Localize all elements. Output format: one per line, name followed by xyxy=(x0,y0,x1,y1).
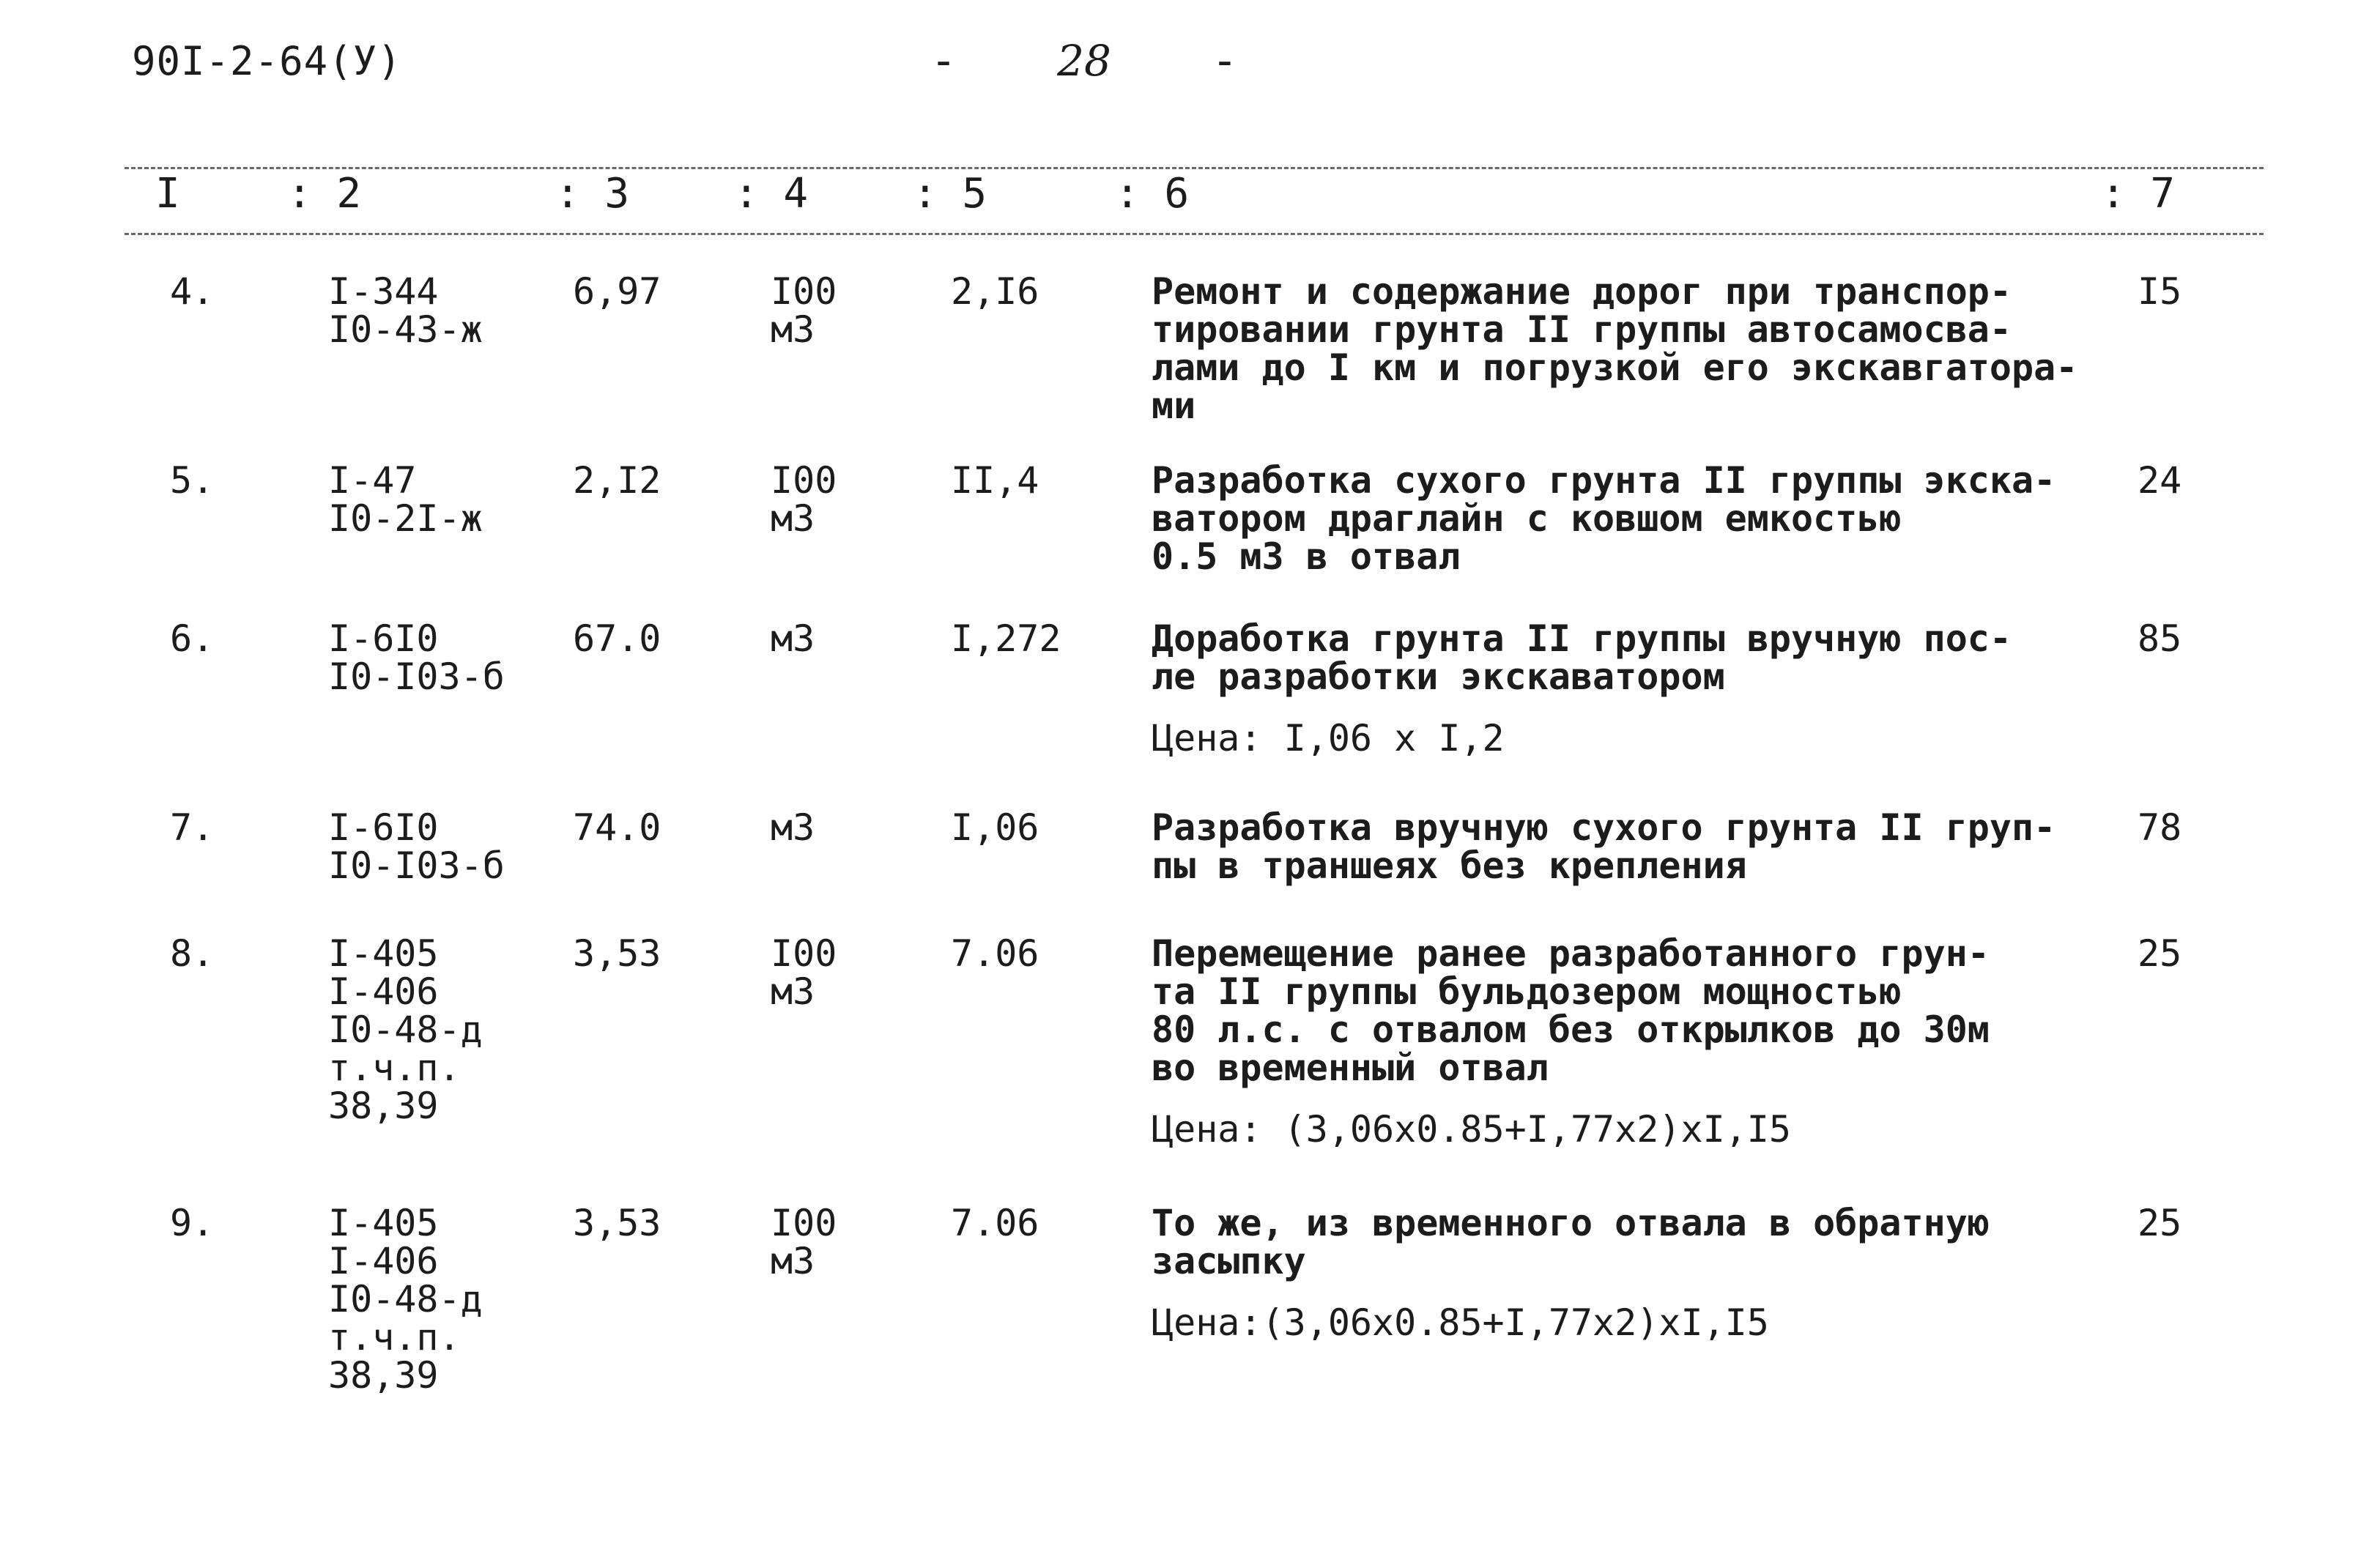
unit-line: I00 xyxy=(771,1202,837,1244)
unit-line: м3 xyxy=(771,617,815,660)
unit xyxy=(771,934,837,1011)
page-dash-right: - xyxy=(1211,35,1238,86)
unit-rate: 7.06 xyxy=(951,932,1039,975)
norm-code: I-405 xyxy=(328,1202,439,1244)
total-amount: 78 xyxy=(2138,806,2182,849)
norm-code: I-344 xyxy=(328,270,439,313)
unit-rate: 2,I6 xyxy=(951,270,1039,313)
norm-code: I-47 xyxy=(328,459,417,502)
work-description xyxy=(1152,461,2055,576)
row-number: 7. xyxy=(170,806,215,849)
description-line: 0.5 м3 в отвал xyxy=(1152,535,1461,578)
work-description xyxy=(1152,272,2077,425)
norm-code: 38,39 xyxy=(328,1354,439,1397)
row-number: 6. xyxy=(170,617,215,660)
norm-code: I0-48-д xyxy=(328,1008,483,1051)
column-header-5: : 5 xyxy=(913,170,987,218)
norm-codes xyxy=(328,617,505,698)
work-description xyxy=(1152,1204,1990,1342)
unit-line: I00 xyxy=(771,459,837,502)
description-line: 80 л.с. с отвалом без открылков до 30м xyxy=(1152,1008,1990,1051)
norm-code: 38,39 xyxy=(328,1085,439,1127)
price-formula: Цена:(3,06х0.85+I,77х2)хI,I5 xyxy=(1152,1301,1769,1344)
norm-code: I0-48-д xyxy=(328,1278,483,1320)
description-line: Ремонт и содержание дорог при транспор- xyxy=(1152,270,2012,313)
description-line: То же, из временного отвала в обратную xyxy=(1152,1202,1990,1244)
unit xyxy=(771,272,837,349)
quantity: 74.0 xyxy=(573,806,661,849)
unit-line: м3 xyxy=(771,1240,815,1282)
norm-codes xyxy=(328,272,483,349)
unit-line: м3 xyxy=(771,308,815,351)
description-line: ми xyxy=(1152,384,1196,427)
row-number: 8. xyxy=(170,932,215,975)
unit-line: I00 xyxy=(771,932,837,975)
total-amount: I5 xyxy=(2138,270,2182,313)
unit-rate: I,272 xyxy=(951,617,1061,660)
norm-code: I-6I0 xyxy=(328,806,439,849)
norm-code: I0-43-ж xyxy=(328,308,483,351)
page-number: 28 xyxy=(1057,36,1111,86)
description-line: ле разработки экскаватором xyxy=(1152,655,1725,698)
unit-rate: II,4 xyxy=(951,459,1039,502)
row-number: 5. xyxy=(170,459,215,502)
norm-code: I-406 xyxy=(328,1240,439,1282)
norm-code: I-405 xyxy=(328,932,439,975)
total-amount: 85 xyxy=(2138,617,2182,660)
column-header-7: : 7 xyxy=(2101,170,2176,218)
unit-rate: I,06 xyxy=(951,806,1039,849)
norm-codes xyxy=(328,806,505,887)
quantity: 67.0 xyxy=(573,617,661,660)
quantity: 2,I2 xyxy=(573,459,661,502)
unit xyxy=(771,461,837,538)
unit xyxy=(771,1204,837,1280)
unit-line: м3 xyxy=(771,497,815,540)
description-line: засыпку xyxy=(1152,1240,1306,1282)
description-line: тировании грунта II группы автосамосва- xyxy=(1152,308,2012,351)
quantity: 6,97 xyxy=(573,270,661,313)
row-number: 4. xyxy=(170,270,215,313)
description-line: ватором драглайн с ковшом емкостью xyxy=(1152,497,1902,540)
column-header-3: : 3 xyxy=(555,170,630,218)
unit-line: м3 xyxy=(771,806,815,849)
page-dash-left: - xyxy=(930,35,957,86)
column-header-2: : 2 xyxy=(287,170,362,218)
header-rule-top xyxy=(125,167,2264,169)
description-line: Разработка сухого грунта II группы экска- xyxy=(1152,459,2056,502)
doc-code: 90I-2-64(У) xyxy=(132,38,402,84)
description-line: во временный отвал xyxy=(1152,1047,1549,1089)
norm-code: I-406 xyxy=(328,970,439,1013)
norm-code: т.ч.п. xyxy=(328,1047,461,1089)
column-header-6: : 6 xyxy=(1115,170,1190,218)
description-line: Разработка вручную сухого грунта II груп- xyxy=(1152,806,2056,849)
norm-code: т.ч.п. xyxy=(328,1316,461,1359)
description-line: та II группы бульдозером мощностью xyxy=(1152,970,1902,1013)
norm-code: I0-2I-ж xyxy=(328,497,483,540)
quantity: 3,53 xyxy=(573,932,661,975)
column-header-1: I xyxy=(155,170,180,218)
total-amount: 24 xyxy=(2138,459,2182,502)
unit xyxy=(771,617,815,660)
norm-code: I0-I03-б xyxy=(328,844,505,887)
quantity: 3,53 xyxy=(573,1202,661,1244)
description-line: Перемещение ранее разработанного грун- xyxy=(1152,932,1990,975)
norm-codes xyxy=(328,1202,483,1397)
page-number-block xyxy=(930,35,1238,86)
description-line: пы в траншеях без крепления xyxy=(1152,844,1747,887)
norm-code: I-6I0 xyxy=(328,617,439,660)
description-line: лами до I км и погрузкой его экскавгатора- xyxy=(1152,346,2078,389)
norm-codes xyxy=(328,934,483,1125)
total-amount: 25 xyxy=(2138,932,2182,975)
norm-code: I0-I03-б xyxy=(328,655,505,698)
work-description xyxy=(1152,806,2056,887)
price-formula: Цена: I,06 х I,2 xyxy=(1152,717,1505,759)
work-description xyxy=(1152,617,2012,759)
column-header-4: : 4 xyxy=(734,170,809,218)
work-description xyxy=(1152,932,1990,1151)
price-formula: Цена: (3,06х0.85+I,77х2)хI,I5 xyxy=(1152,1108,1791,1151)
unit-line: м3 xyxy=(771,970,815,1013)
row-number: 9. xyxy=(170,1202,215,1244)
unit-rate: 7.06 xyxy=(951,1202,1039,1244)
unit-line: I00 xyxy=(771,270,837,313)
header-rule-bottom xyxy=(125,233,2264,235)
unit xyxy=(771,806,815,849)
total-amount: 25 xyxy=(2138,1202,2182,1244)
norm-codes xyxy=(328,461,483,538)
description-line: Доработка грунта II группы вручную пос- xyxy=(1152,617,2012,660)
